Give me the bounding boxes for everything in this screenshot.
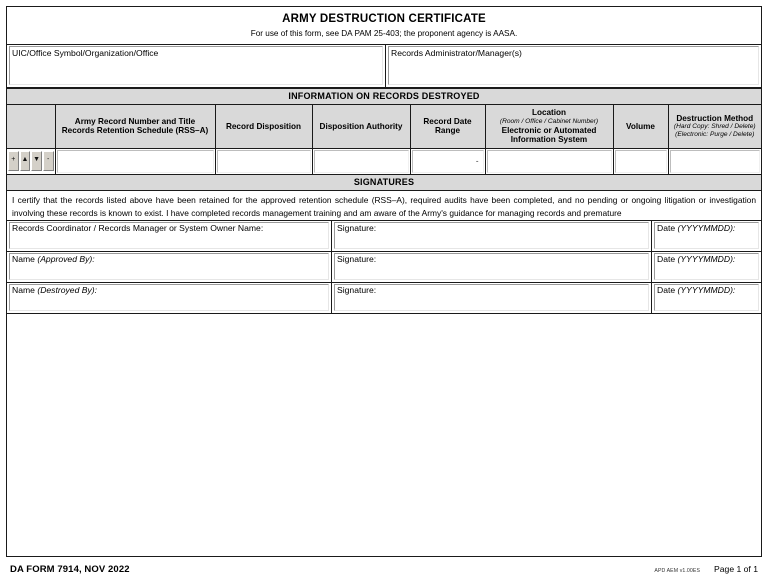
records-section-band: INFORMATION ON RECORDS DESTROYED	[7, 89, 761, 105]
col-header-location-line2: Electronic or Automated	[501, 125, 597, 135]
records-coordinator-name-label	[9, 222, 329, 234]
destroyed-by-date-label-text: Date	[657, 285, 676, 295]
destroyed-by-date-label	[654, 284, 759, 296]
records-coordinator-signature-cell[interactable]	[332, 221, 652, 251]
approved-by-name-cell[interactable]	[7, 252, 332, 282]
form-header-block	[6, 6, 762, 88]
cell-record-disposition[interactable]	[215, 148, 312, 174]
records-coordinator-name-label-text: Records Coordinator / Records Manager or System Owner Name:	[12, 223, 264, 233]
cell-disposition-authority[interactable]	[312, 148, 410, 174]
form-identifier: DA FORM 7914, NOV 2022	[10, 564, 130, 575]
record-number-input[interactable]	[57, 150, 214, 174]
blank-continuation-area	[6, 314, 762, 557]
col-header-record-number-line1: Army Record Number and Title	[74, 116, 196, 126]
col-header-location	[485, 105, 613, 148]
col-header-row-controls	[7, 105, 55, 148]
row-controls-cell	[7, 148, 55, 174]
cell-record-date-range[interactable]	[410, 148, 485, 174]
approved-by-date-cell[interactable]	[652, 252, 761, 282]
signatures-section	[6, 174, 762, 314]
remove-row-button[interactable]: -	[43, 151, 54, 171]
signature-row-approved-by	[7, 252, 761, 283]
destroyed-by-name-label	[9, 284, 329, 296]
record-date-range-input[interactable]	[412, 150, 484, 174]
signatures-section-band: SIGNATURES	[7, 175, 761, 191]
cell-destruction-method[interactable]	[668, 148, 761, 174]
records-coordinator-date-format: (YYYYMMDD):	[677, 223, 736, 233]
col-header-record-number-line2: Records Retention Schedule (RSS–A)	[61, 126, 209, 136]
records-table-header-row	[7, 105, 761, 148]
approved-by-name-qualifier: (Approved By):	[37, 254, 95, 264]
col-header-disposition-authority: Disposition Authority	[312, 105, 410, 148]
footer-right-group	[654, 564, 758, 574]
signature-row-destroyed-by	[7, 283, 761, 314]
identity-row	[7, 45, 761, 88]
col-header-volume: Volume	[613, 105, 668, 148]
records-coordinator-name-cell[interactable]	[7, 221, 332, 251]
certification-statement: I certify that the records listed above have been retained for the approved retention schedule (RSS–A), required audits have been completed, and no pending or ongoing litigation or investigation involving these records is known to exist. I have completed records management training and am aware of the Army's guidance for managing records and premature	[7, 191, 761, 221]
records-administrator-field-cell[interactable]	[386, 45, 761, 87]
location-input[interactable]	[487, 150, 612, 174]
records-coordinator-signature-label: Signature:	[337, 223, 377, 233]
approved-by-name-label	[9, 253, 329, 265]
approved-by-date-format: (YYYYMMDD):	[677, 254, 736, 264]
col-header-destruction-method	[668, 105, 761, 148]
uic-label: UIC/Office Symbol/Organization/Office	[12, 48, 159, 58]
col-header-record-number	[55, 105, 215, 148]
col-header-record-date-range	[410, 105, 485, 148]
signature-row-records-coordinator	[7, 221, 761, 252]
col-header-destruction-method-line1: Destruction Method	[676, 113, 754, 123]
cell-location[interactable]	[485, 148, 613, 174]
page-title: ARMY DESTRUCTION CERTIFICATE	[282, 13, 486, 25]
col-header-record-date-range-line2: Range	[434, 126, 461, 136]
cell-record-number[interactable]	[55, 148, 215, 174]
volume-input[interactable]	[615, 150, 667, 174]
destroyed-by-name-qualifier: (Destroyed By):	[37, 285, 98, 295]
col-header-destruction-method-sub1: (Hard Copy: Shred / Delete)	[673, 123, 756, 130]
move-row-up-button[interactable]: ▲	[20, 151, 31, 171]
destroyed-by-name-label-text: Name	[12, 285, 35, 295]
records-destroyed-section	[6, 88, 762, 174]
row-controls	[7, 149, 55, 175]
destroyed-by-date-cell[interactable]	[652, 283, 761, 313]
destroyed-by-signature-cell[interactable]	[332, 283, 652, 313]
col-header-record-date-range-line1: Record Date	[423, 116, 472, 126]
page-number: Page 1 of 1	[714, 564, 758, 574]
records-coordinator-date-cell[interactable]	[652, 221, 761, 251]
records-table	[7, 105, 761, 174]
destroyed-by-date-format: (YYYYMMDD):	[677, 285, 736, 295]
col-header-record-disposition: Record Disposition	[215, 105, 312, 148]
approved-by-signature-label: Signature:	[337, 254, 377, 264]
col-header-location-sub1: (Room / Office / Cabinet Number)	[499, 117, 599, 125]
col-header-destruction-method-sub2: (Electronic: Purge / Delete)	[675, 131, 755, 138]
approved-by-name-label-text: Name	[12, 254, 35, 264]
approved-by-signature-cell[interactable]	[332, 252, 652, 282]
col-header-location-line1: Location	[531, 108, 567, 117]
form-footer	[6, 557, 762, 575]
records-coordinator-date-label	[654, 222, 759, 234]
cell-volume[interactable]	[613, 148, 668, 174]
disposition-authority-input[interactable]	[314, 150, 409, 174]
col-header-location-line3: Information System	[510, 135, 588, 144]
destruction-method-input[interactable]	[670, 150, 761, 174]
destroyed-by-name-cell[interactable]	[7, 283, 332, 313]
title-block	[7, 7, 761, 45]
add-row-button[interactable]: +	[8, 151, 19, 171]
apd-version-tag: APD AEM v1.00ES	[654, 568, 701, 574]
move-row-down-button[interactable]: ▼	[31, 151, 42, 171]
record-disposition-input[interactable]	[217, 150, 311, 174]
uic-field-cell[interactable]	[7, 45, 386, 87]
destroyed-by-signature-label: Signature:	[337, 285, 377, 295]
date-range-separator: -	[475, 156, 479, 166]
table-row	[7, 148, 761, 174]
approved-by-date-label	[654, 253, 759, 265]
form-subtitle: For use of this form, see DA PAM 25-403; the proponent agency is AASA.	[250, 29, 518, 38]
records-coordinator-date-label-text: Date	[657, 223, 676, 233]
approved-by-date-label-text: Date	[657, 254, 676, 264]
records-administrator-label: Records Administrator/Manager(s)	[391, 48, 522, 58]
